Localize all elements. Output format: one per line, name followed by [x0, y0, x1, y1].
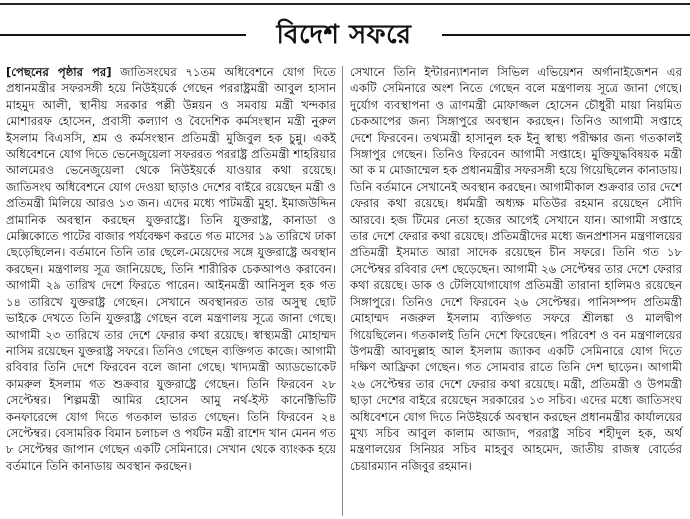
- section-title: বিদেশ সফরে: [276, 20, 412, 50]
- header-title-box: [248, 14, 440, 58]
- article-text-left: জাতিসংঘের ৭১তম অধিবেশনে যোগ দিতে প্রধানমন্ত্রীর সফরসঙ্গী হয়ে নিউইয়র্কে গেছেন পররাষ্ট্রমন্ত্রী আবুল হাসান মাহমুদ আলী, স্থানীয় সরকার পল্লী উন্নয়ন ও সমবায় মন্ত্রী খন্দকার মোশাররফ হোসেন, প্রবাসী কল্যাণ ও বৈদেশিক কর্মসংস্থান মন্ত্রী নুরুল ইসলাম বিএসসি, শ্রম ও কর্মসংস্থান প্রতিমন্ত্রী মুজিবুল হক চুন্নু। একই অধিবেশনে যোগ দিতে ভেনেজুয়েলা সফররত পররাষ্ট্র প্রতিমন্ত্রী শাহরিয়ার আলমেরও ভেনেজুয়েলা থেকে নিউইয়র্কে যাওয়ার কথা রয়েছে। জাতিসংঘ অধিবেশনে যোগ দেওয়া ছাড়াও দেশের বাইরে রয়েছেন মন্ত্রী ও প্রতিমন্ত্রী মিলিয়ে আরও ১৩ জন। এদের মধ্যে পাটমন্ত্রী মুহা. ইমাজউদ্দিন প্রামানিক অবস্থান করছেন যুক্তরাষ্ট্রে। তিনি যুক্তরাষ্ট্র, কানাডা ও মেক্সিকোতে পাটের বাজার পর্যবেক্ষণ করতে গত মাসের ১৯ তারিখে ঢাকা ছেড়েছিলেন। বর্তমানে তিনি তার ছেলে-মেয়েদের সঙ্গে যুক্তরাষ্ট্রে অবস্থান করছেন। মন্ত্রণালয় সূত্র জানিয়েছে, তিনি শারীরিক চেকআপও করাবেন। আগামী ২৯ তারিখ দেশে ফিরতে পারেন। আইনমন্ত্রী আনিসুল হক গত ১৪ তারিখে যুক্তরাষ্ট্র গেছেন। সেখানে অবস্থানরত তার অসুস্থ ছোট ভাইকে দেখতে তিনি যুক্তরাষ্ট্র গেছেন বলে মন্ত্রণালয় সূত্রে জানা গেছে। আগামী ২৩ তারিখে তার দেশে ফেরার কথা রয়েছে। স্বাস্থ্যমন্ত্রী মোহাম্মদ নাসিম রয়েছেন যুক্তরাষ্ট্র সফরে। তিনিও গেছেন ব্যক্তিগত কাজে। আগামী রবিবার তিনি দেশে ফিরবেন বলে জানা গেছে। খাদ্যমন্ত্রী অ্যাডভোকেট কামরুল ইসলাম গত শুক্রবার যুক্তরাষ্ট্রে গেছেন। তিনি ফিরবেন ২৮ সেপ্টেম্বর। শিল্পমন্ত্রী আমির হোসেন আমু নর্থ-ইস্ট কানেক্টিভিটি কনফারেন্সে যোগ দিতে গতকাল ভারত গেছেন। তিনি ফিরবেন ২৪ সেপ্টেম্বর। বেসামরিক বিমান চলাচল ও পর্যটন মন্ত্রী রাশেদ খান মেনন গত ৮ সেপ্টেম্বর জাপান গেছেন একটি সেমিনারে। সেখান থেকে ব্যাংকক হয়ে বর্তমানে তিনি কানাডায় অবস্থান করছেন।: [6, 65, 336, 473]
- article-paragraph-left: [6, 64, 336, 474]
- continuation-kicker: [পেছনের পৃষ্ঠার পর]: [6, 65, 112, 79]
- article-text-right: সেখানে তিনি ইন্টারন্যাশনাল সিভিল এভিয়েশন অর্গানাইজেশন এর একটি সেমিনারে অংশ নিতে গেছেন বলে মন্ত্রণালয় সূত্রে জানা গেছে। দুর্যোগ ব্যবস্থাপনা ও ত্রাণমন্ত্রী মোফাজ্জল হোসেন চৌধুরী মায়া নিয়মিত চেকআপের জন্য সিঙ্গাপুরে অবস্থান করছেন। তিনিও আগামী সপ্তাহে দেশে ফিরবেন। তথ্যমন্ত্রী হাসানুল হক ইনু স্বাস্থ্য পরীক্ষার জন্য গতকালই সিঙ্গাপুর গেছেন। তিনিও ফিরবেন আগামী সপ্তাহে। মুক্তিযুদ্ধবিষয়ক মন্ত্রী আ ক ম মোজাম্মেল হক প্রধানমন্ত্রীর সফরসঙ্গী হয়ে গিয়েছিলেন কানাডায়। তিনি বর্তমানে সেখানেই অবস্থান করছেন। আগামীকাল শুক্রবার তার দেশে ফেরার কথা রয়েছে। ধর্মমন্ত্রী অধ্যক্ষ মতিউর রহমান রয়েছেন সৌদি আরবে। হজ টিমের নেতা হজের আগেই সেখানে যান। আগামী সপ্তাহে তার দেশে ফেরার কথা রয়েছে। প্রতিমন্ত্রীদের মধ্যে জনপ্রশাসন মন্ত্রণালয়ের প্রতিমন্ত্রী ইসমাত আরা সাদেক রয়েছেন চীন সফরে। তিনি গত ১৮ সেপ্টেম্বর রবিবার দেশ ছেড়েছেন। আগামী ২৬ সেপ্টেম্বর তার দেশে ফেরার কথা রয়েছে। ডাক ও টেলিযোগাযোগ প্রতিমন্ত্রী তারানা হালিমও রয়েছেন সিঙ্গাপুরে। তিনিও দেশে ফিরবেন ২৬ সেপ্টেম্বর। পানিসম্পদ প্রতিমন্ত্রী মোহাম্মদ নজরুল ইসলাম ব্যক্তিগত সফরে শ্রীলঙ্কা ও মালদ্বীপ গিয়েছিলেন। গতকালই তিনি দেশে ফিরেছেন। পরিবেশ ও বন মন্ত্রণালয়ের উপমন্ত্রী আবদুল্লাহ আল ইসলাম জ্যাকব একটি সেমিনারে যোগ দিতে দক্ষিণ আফ্রিকা গেছেন। গত সোমবার রাতে তিনি দেশ ছাড়েন। আগামী ২৬ সেপ্টেম্বর তার দেশে ফেরার কথা রয়েছে। মন্ত্রী, প্রতিমন্ত্রী ও উপমন্ত্রী ছাড়া দেশের বাইরে রয়েছেন সরকারের ১৩ সচিব। এদের মধ্যে জাতিসংঘ অধিবেশনে যোগ দিতে নিউইয়র্কে অবস্থান করছেন প্রধানমন্ত্রীর কার্যালয়ের মুখ্য সচিব আবুল কালাম আজাদ, পররাষ্ট্র সচিব শহীদুল হক, অর্থ মন্ত্রণালয়ের সিনিয়র সচিব মাহবুব আহমেদ, জাতীয় রাজস্ব বোর্ডের চেয়ারম্যান নজিবুর রহমান।: [350, 65, 682, 473]
- column-divider: [342, 66, 343, 516]
- article-column-right: [350, 64, 682, 474]
- section-header: [0, 6, 690, 60]
- article-column-left: [6, 64, 336, 474]
- header-rule-right: [442, 34, 690, 36]
- header-rule-left: [0, 34, 246, 36]
